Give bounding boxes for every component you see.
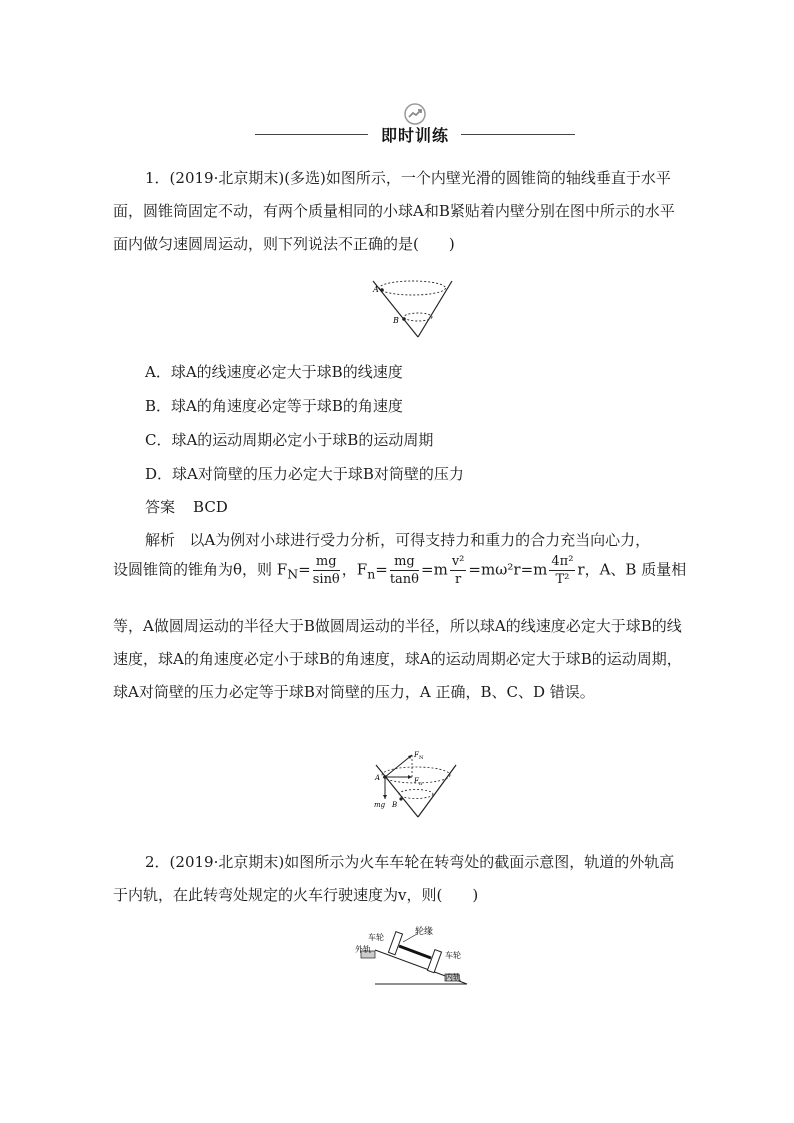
q2-stem: 2．(2019·北京期末)如图所示为火车车轮在转弯处的截面示意图，轨道的外轨高于内轨，在此转弯处规定的火车行驶速度为v，则( ) [113,853,675,904]
q1-option-b: B．球A的角速度必定等于球B的角速度 [145,397,403,415]
section-title: 即时训练 [380,126,449,145]
formula-tail: r，A、B 质量相 [577,560,687,579]
analysis-text1: 以A为例对小球进行受力分析，可得支持力和重力的合力充当向心力， [189,531,651,549]
q1-option-a: A．球A的线速度必定大于球B的线速度 [145,363,403,381]
analysis-rest: 等，A做圆周运动的半径大于B做圆周运动的半径，所以球A的线速度必定大于球B的线速度，球A的角速度必定小于球B的角速度，球A的运动周期必定大于球B的运动周期，球A对筒壁的压力必定等于球B对筒壁的压力，A 正确，B、C、D 错误。 [113,617,682,701]
frac-mg-tan [390,553,419,588]
frac3-den: r [454,572,462,587]
cone-figure-1 [365,273,455,341]
frac-v2-r [450,553,467,588]
frac3-num: v² [451,554,465,569]
fig3-label-wheel-right: 车轮 [445,951,461,960]
q1-answer [145,496,228,517]
fig3-label-flange: 轮缘 [415,927,434,937]
formula-line [113,553,693,603]
header-rule-left [255,134,368,135]
frac-4pi2-t2 [549,553,575,588]
fig2-label-fn: F [414,751,419,759]
formula-eq: = [298,560,311,579]
formula-prefix: 设圆锥筒的锥角为θ，则 F [113,560,288,579]
fig2-label-fnn-sub: n [419,781,423,787]
q1-option-d: D．球A对筒壁的压力必定大于球B对筒壁的压力 [145,465,464,483]
fig1-label-b: B [393,316,399,325]
frac1-num: mg [313,553,340,571]
q1-option-c: C．球A的运动周期必定小于球B的运动周期 [145,431,434,449]
frac-mg-sin [313,553,340,588]
fig1-label-a: A [373,285,379,294]
frac4-den: T² [555,572,570,587]
fig2-label-fnn: F [414,777,419,785]
section-header [255,100,575,148]
answer-key: 答案 [145,498,176,516]
fig2-label-b: B [392,801,398,809]
formula-sub-n-upper: N [287,566,299,582]
cone-force-figure [368,747,460,819]
formula-mid: =mω²r=m [468,560,548,579]
answer-value: BCD [193,498,228,516]
formula-eq-2: = [375,560,388,579]
frac4-num: 4π² [551,554,574,569]
frac2-num: mg [390,553,419,571]
fig3-label-outer-rail: 外轨 [355,945,371,954]
train-wheel-figure [355,920,480,988]
fig2-label-fn-sub: N [419,755,424,761]
formula-sep: ，F [341,560,368,579]
analysis-key: 解析 [145,531,176,549]
frac1-den: sinθ [312,572,340,587]
fig3-label-wheel-left: 车轮 [368,933,384,942]
q1-stem: 1．(2019·北京期末)(多选)如图所示，一个内壁光滑的圆锥筒的轴线垂直于水平面，圆锥筒固定不动，有两个质量相同的小球A和B紧贴着内壁分别在图中所示的水平面内做匀速圆周运动，则下列说法不正确的是( ) [113,169,675,253]
frac2-den: tanθ [389,572,420,587]
formula-sub-n: n [367,566,376,582]
fig3-label-inner-rail: 内轨 [445,973,461,982]
formula-m1: =m [421,560,448,579]
fig2-label-a: A [375,774,381,782]
fig2-label-mg: mg [374,801,386,809]
header-rule-right [461,134,575,135]
